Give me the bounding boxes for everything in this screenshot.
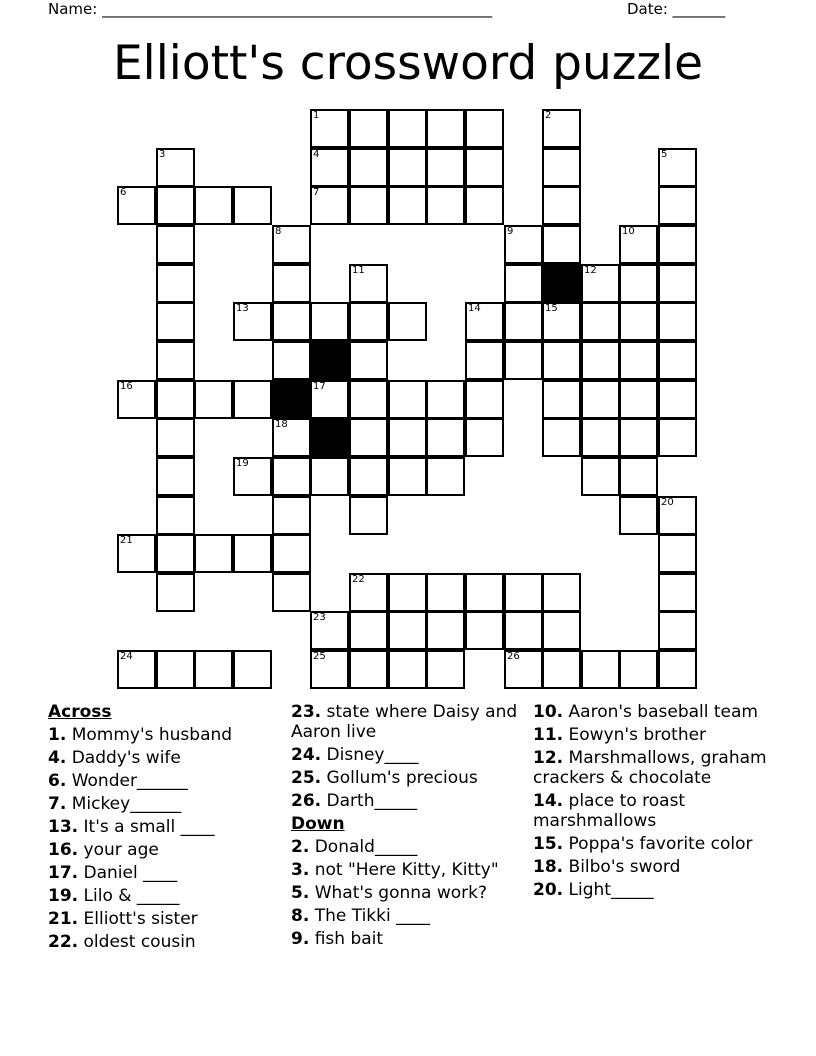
grid-cell[interactable] bbox=[658, 264, 697, 303]
grid-cell[interactable] bbox=[619, 302, 658, 341]
puzzle-title: Elliott's crossword puzzle bbox=[112, 36, 704, 91]
clue-number: 18 bbox=[275, 419, 288, 430]
clue-text: It's a small ____ bbox=[78, 817, 215, 837]
grid-cell[interactable] bbox=[426, 186, 465, 225]
black-square bbox=[310, 341, 349, 380]
clue-item bbox=[533, 725, 768, 745]
grid-cell[interactable] bbox=[388, 573, 427, 612]
grid-cell[interactable] bbox=[504, 650, 543, 689]
grid-cell[interactable] bbox=[349, 302, 388, 341]
clue-text: Poppa's favorite color bbox=[563, 834, 753, 854]
grid-cell[interactable] bbox=[426, 380, 465, 419]
clue-number: 25 bbox=[313, 651, 326, 662]
grid-cell[interactable] bbox=[658, 573, 697, 612]
clue-number: 5 bbox=[661, 149, 668, 160]
grid-cell[interactable] bbox=[233, 650, 272, 689]
clue-text: Darth_____ bbox=[321, 791, 417, 811]
clue-number: 16. bbox=[48, 840, 79, 860]
grid-cell[interactable] bbox=[581, 418, 620, 457]
grid-cell[interactable] bbox=[465, 573, 504, 612]
clue-text: Mommy's husband bbox=[66, 725, 233, 745]
clue-number: 18. bbox=[533, 857, 564, 877]
clue-item bbox=[48, 748, 280, 768]
clue-item bbox=[291, 860, 521, 880]
grid-cell[interactable] bbox=[542, 341, 581, 380]
grid-cell[interactable] bbox=[426, 109, 465, 148]
clue-item bbox=[291, 768, 521, 788]
clue-number: 1 bbox=[313, 110, 320, 121]
grid-cell[interactable] bbox=[272, 225, 311, 264]
grid-cell[interactable] bbox=[117, 650, 156, 689]
grid-cell[interactable] bbox=[504, 573, 543, 612]
grid-cell[interactable] bbox=[272, 264, 311, 303]
grid-cell[interactable] bbox=[465, 109, 504, 148]
clue-number: 6. bbox=[48, 771, 67, 791]
grid-cell[interactable] bbox=[619, 380, 658, 419]
clue-number: 2. bbox=[291, 837, 310, 857]
grid-cell[interactable] bbox=[156, 186, 195, 225]
clue-text: Daddy's wife bbox=[66, 748, 181, 768]
grid-cell[interactable] bbox=[658, 186, 697, 225]
grid-cell[interactable] bbox=[426, 418, 465, 457]
clue-text: Lilo & _____ bbox=[78, 886, 180, 906]
grid-cell[interactable] bbox=[349, 264, 388, 303]
grid-cell[interactable] bbox=[581, 380, 620, 419]
clue-number: 12. bbox=[533, 748, 564, 768]
grid-cell[interactable] bbox=[619, 457, 658, 496]
grid-cell[interactable] bbox=[504, 302, 543, 341]
down-heading: Down bbox=[291, 814, 345, 834]
grid-cell[interactable] bbox=[310, 109, 349, 148]
grid-cell[interactable] bbox=[426, 650, 465, 689]
grid-cell[interactable] bbox=[658, 225, 697, 264]
grid-cell[interactable] bbox=[581, 650, 620, 689]
clue-number: 20. bbox=[533, 880, 564, 900]
grid-cell[interactable] bbox=[504, 264, 543, 303]
grid-cell[interactable] bbox=[194, 534, 233, 573]
grid-cell[interactable] bbox=[658, 611, 697, 650]
clue-item bbox=[48, 771, 280, 791]
clue-text: The Tikki ____ bbox=[309, 906, 431, 926]
clue-number: 22 bbox=[352, 574, 365, 585]
clue-text: fish bait bbox=[309, 929, 384, 949]
grid-cell[interactable] bbox=[388, 186, 427, 225]
clue-number: 4 bbox=[313, 149, 320, 160]
clue-number: 26. bbox=[291, 791, 322, 811]
clue-number: 16 bbox=[120, 381, 133, 392]
clue-item bbox=[48, 886, 280, 906]
grid-cell[interactable] bbox=[542, 418, 581, 457]
grid-cell[interactable] bbox=[388, 418, 427, 457]
clue-text: Marshmallows, graham crackers & chocolate bbox=[533, 748, 767, 788]
grid-cell[interactable] bbox=[233, 457, 272, 496]
clue-item bbox=[291, 906, 521, 926]
grid-cell[interactable] bbox=[349, 611, 388, 650]
grid-cell[interactable] bbox=[156, 341, 195, 380]
clue-number: 15 bbox=[545, 303, 558, 314]
grid-cell[interactable] bbox=[233, 186, 272, 225]
grid-cell[interactable] bbox=[156, 573, 195, 612]
clue-number: 3. bbox=[291, 860, 310, 880]
grid-cell[interactable] bbox=[388, 302, 427, 341]
grid-cell[interactable] bbox=[156, 264, 195, 303]
clue-number: 3 bbox=[159, 149, 166, 160]
grid-cell[interactable] bbox=[426, 611, 465, 650]
clue-text: place to roast marshmallows bbox=[533, 791, 686, 831]
grid-cell[interactable] bbox=[465, 418, 504, 457]
grid-cell[interactable] bbox=[349, 186, 388, 225]
clue-number: 22. bbox=[48, 932, 79, 952]
grid-cell[interactable] bbox=[349, 109, 388, 148]
grid-cell[interactable] bbox=[233, 380, 272, 419]
grid-cell[interactable] bbox=[156, 148, 195, 187]
clue-number: 15. bbox=[533, 834, 564, 854]
grid-cell[interactable] bbox=[619, 264, 658, 303]
clue-number: 9 bbox=[507, 226, 514, 237]
grid-cell[interactable] bbox=[542, 109, 581, 148]
clue-number: 14. bbox=[533, 791, 564, 811]
date-field-label: Date: _______ bbox=[627, 0, 726, 18]
clue-text: Donald_____ bbox=[309, 837, 418, 857]
clue-text: Mickey______ bbox=[66, 794, 182, 814]
grid-cell[interactable] bbox=[194, 650, 233, 689]
clue-item bbox=[533, 834, 768, 854]
grid-cell[interactable] bbox=[272, 496, 311, 535]
grid-cell[interactable] bbox=[581, 264, 620, 303]
grid-cell[interactable] bbox=[310, 611, 349, 650]
grid-cell[interactable] bbox=[542, 380, 581, 419]
grid-cell[interactable] bbox=[426, 573, 465, 612]
grid-cell[interactable] bbox=[658, 418, 697, 457]
grid-cell[interactable] bbox=[233, 534, 272, 573]
grid-cell[interactable] bbox=[542, 573, 581, 612]
grid-cell[interactable] bbox=[156, 496, 195, 535]
clue-item bbox=[533, 702, 768, 722]
grid-cell[interactable] bbox=[194, 186, 233, 225]
grid-cell[interactable] bbox=[310, 302, 349, 341]
grid-cell[interactable] bbox=[658, 380, 697, 419]
grid-cell[interactable] bbox=[117, 380, 156, 419]
grid-cell[interactable] bbox=[310, 457, 349, 496]
clue-number: 5. bbox=[291, 883, 310, 903]
grid-cell[interactable] bbox=[194, 380, 233, 419]
clue-column-3 bbox=[533, 702, 768, 903]
grid-cell[interactable] bbox=[272, 302, 311, 341]
clue-number: 13 bbox=[236, 303, 249, 314]
grid-cell[interactable] bbox=[388, 457, 427, 496]
grid-cell[interactable] bbox=[117, 534, 156, 573]
clue-number: 11 bbox=[352, 265, 365, 276]
grid-cell[interactable] bbox=[504, 225, 543, 264]
grid-cell[interactable] bbox=[658, 496, 697, 535]
grid-cell[interactable] bbox=[658, 148, 697, 187]
clue-text: oldest cousin bbox=[78, 932, 196, 952]
grid-cell[interactable] bbox=[658, 302, 697, 341]
grid-cell[interactable] bbox=[658, 534, 697, 573]
clue-number: 13. bbox=[48, 817, 79, 837]
clue-number: 17 bbox=[313, 381, 326, 392]
clue-number: 23. bbox=[291, 702, 322, 722]
grid-cell[interactable] bbox=[349, 380, 388, 419]
clue-item bbox=[48, 794, 280, 814]
clue-number: 6 bbox=[120, 187, 127, 198]
grid-cell[interactable] bbox=[349, 650, 388, 689]
clue-item bbox=[48, 817, 280, 837]
clue-text: Wonder______ bbox=[66, 771, 188, 791]
clue-column-2 bbox=[291, 702, 521, 952]
clue-number: 8. bbox=[291, 906, 310, 926]
clue-number: 24 bbox=[120, 651, 133, 662]
grid-cell[interactable] bbox=[542, 302, 581, 341]
grid-cell[interactable] bbox=[156, 302, 195, 341]
grid-cell[interactable] bbox=[658, 341, 697, 380]
grid-cell[interactable] bbox=[156, 534, 195, 573]
clue-item bbox=[533, 880, 768, 900]
grid-cell[interactable] bbox=[388, 611, 427, 650]
clue-number: 10 bbox=[622, 226, 635, 237]
grid-cell[interactable] bbox=[658, 650, 697, 689]
grid-cell[interactable] bbox=[156, 418, 195, 457]
grid-cell[interactable] bbox=[310, 148, 349, 187]
clue-item bbox=[291, 883, 521, 903]
clue-number: 1. bbox=[48, 725, 67, 745]
grid-cell[interactable] bbox=[349, 148, 388, 187]
grid-cell[interactable] bbox=[310, 380, 349, 419]
clue-number: 19. bbox=[48, 886, 79, 906]
grid-cell[interactable] bbox=[349, 573, 388, 612]
grid-cell[interactable] bbox=[156, 457, 195, 496]
clue-text: Bilbo's sword bbox=[563, 857, 681, 877]
clue-number: 17. bbox=[48, 863, 79, 883]
clue-item bbox=[291, 791, 521, 811]
clue-number: 12 bbox=[584, 265, 597, 276]
grid-cell[interactable] bbox=[388, 650, 427, 689]
grid-cell[interactable] bbox=[388, 380, 427, 419]
clue-number: 11. bbox=[533, 725, 564, 745]
grid-cell[interactable] bbox=[465, 302, 504, 341]
clue-number: 14 bbox=[468, 303, 481, 314]
grid-cell[interactable] bbox=[272, 573, 311, 612]
grid-cell[interactable] bbox=[581, 341, 620, 380]
grid-cell[interactable] bbox=[619, 418, 658, 457]
clue-number: 7. bbox=[48, 794, 67, 814]
clue-number: 9. bbox=[291, 929, 310, 949]
grid-cell[interactable] bbox=[542, 148, 581, 187]
clue-text: Daniel ____ bbox=[78, 863, 178, 883]
clue-text: state where Daisy and Aaron live bbox=[291, 702, 518, 742]
grid-cell[interactable] bbox=[349, 418, 388, 457]
clue-item bbox=[533, 857, 768, 877]
grid-cell[interactable] bbox=[272, 418, 311, 457]
clue-number: 25. bbox=[291, 768, 322, 788]
name-field-label: Name: ____________________________________________________ bbox=[48, 0, 493, 18]
grid-cell[interactable] bbox=[272, 341, 311, 380]
grid-cell[interactable] bbox=[156, 225, 195, 264]
clue-number: 8 bbox=[275, 226, 282, 237]
grid-cell[interactable] bbox=[619, 650, 658, 689]
grid-cell[interactable] bbox=[619, 496, 658, 535]
clue-item bbox=[291, 929, 521, 949]
clue-text: your age bbox=[78, 840, 159, 860]
grid-cell[interactable] bbox=[619, 341, 658, 380]
clue-number: 21. bbox=[48, 909, 79, 929]
clue-item bbox=[48, 725, 280, 745]
grid-cell[interactable] bbox=[465, 148, 504, 187]
clue-number: 2 bbox=[545, 110, 552, 121]
clue-item bbox=[48, 909, 280, 929]
clue-number: 10. bbox=[533, 702, 564, 722]
clue-item bbox=[291, 702, 521, 742]
grid-cell[interactable] bbox=[310, 650, 349, 689]
grid-cell[interactable] bbox=[581, 457, 620, 496]
grid-cell[interactable] bbox=[349, 341, 388, 380]
clue-text: Eowyn's brother bbox=[563, 725, 707, 745]
grid-cell[interactable] bbox=[156, 380, 195, 419]
grid-cell[interactable] bbox=[542, 650, 581, 689]
grid-cell[interactable] bbox=[465, 611, 504, 650]
across-heading: Across bbox=[48, 702, 112, 722]
grid-cell[interactable] bbox=[465, 341, 504, 380]
grid-cell[interactable] bbox=[542, 225, 581, 264]
grid-cell[interactable] bbox=[581, 302, 620, 341]
grid-cell[interactable] bbox=[349, 496, 388, 535]
clue-item bbox=[48, 932, 280, 952]
grid-cell[interactable] bbox=[542, 186, 581, 225]
grid-cell[interactable] bbox=[426, 457, 465, 496]
clue-text: What's gonna work? bbox=[309, 883, 488, 903]
clue-text: Elliott's sister bbox=[78, 909, 198, 929]
clue-number: 19 bbox=[236, 458, 249, 469]
clue-number: 23 bbox=[313, 612, 326, 623]
clue-number: 21 bbox=[120, 535, 133, 546]
clue-text: not "Here Kitty, Kitty" bbox=[309, 860, 499, 880]
grid-cell[interactable] bbox=[272, 457, 311, 496]
clue-item bbox=[48, 840, 280, 860]
grid-cell[interactable] bbox=[426, 148, 465, 187]
grid-cell[interactable] bbox=[117, 186, 156, 225]
grid-cell[interactable] bbox=[349, 457, 388, 496]
grid-cell[interactable] bbox=[504, 611, 543, 650]
grid-cell[interactable] bbox=[310, 186, 349, 225]
clue-column-1 bbox=[48, 702, 280, 955]
clue-number: 4. bbox=[48, 748, 67, 768]
clue-number: 26 bbox=[507, 651, 520, 662]
clue-item bbox=[48, 863, 280, 883]
clue-text: Aaron's baseball team bbox=[563, 702, 758, 722]
black-square bbox=[310, 418, 349, 457]
clue-text: Light_____ bbox=[563, 880, 654, 900]
grid-cell[interactable] bbox=[388, 109, 427, 148]
grid-cell[interactable] bbox=[272, 534, 311, 573]
grid-cell[interactable] bbox=[233, 302, 272, 341]
clue-item bbox=[291, 745, 521, 765]
grid-cell[interactable] bbox=[619, 225, 658, 264]
grid-cell[interactable] bbox=[465, 380, 504, 419]
clue-number: 24. bbox=[291, 745, 322, 765]
clue-number: 20 bbox=[661, 497, 674, 508]
clue-item bbox=[291, 837, 521, 857]
clue-item bbox=[533, 748, 768, 788]
clue-text: Disney____ bbox=[321, 745, 419, 765]
black-square bbox=[272, 380, 311, 419]
grid-cell[interactable] bbox=[156, 650, 195, 689]
grid-cell[interactable] bbox=[542, 611, 581, 650]
black-square bbox=[542, 264, 581, 303]
grid-cell[interactable] bbox=[465, 186, 504, 225]
grid-cell[interactable] bbox=[388, 148, 427, 187]
grid-cell[interactable] bbox=[504, 341, 543, 380]
clue-text: Gollum's precious bbox=[321, 768, 478, 788]
clue-number: 7 bbox=[313, 187, 320, 198]
clue-item bbox=[533, 791, 768, 831]
